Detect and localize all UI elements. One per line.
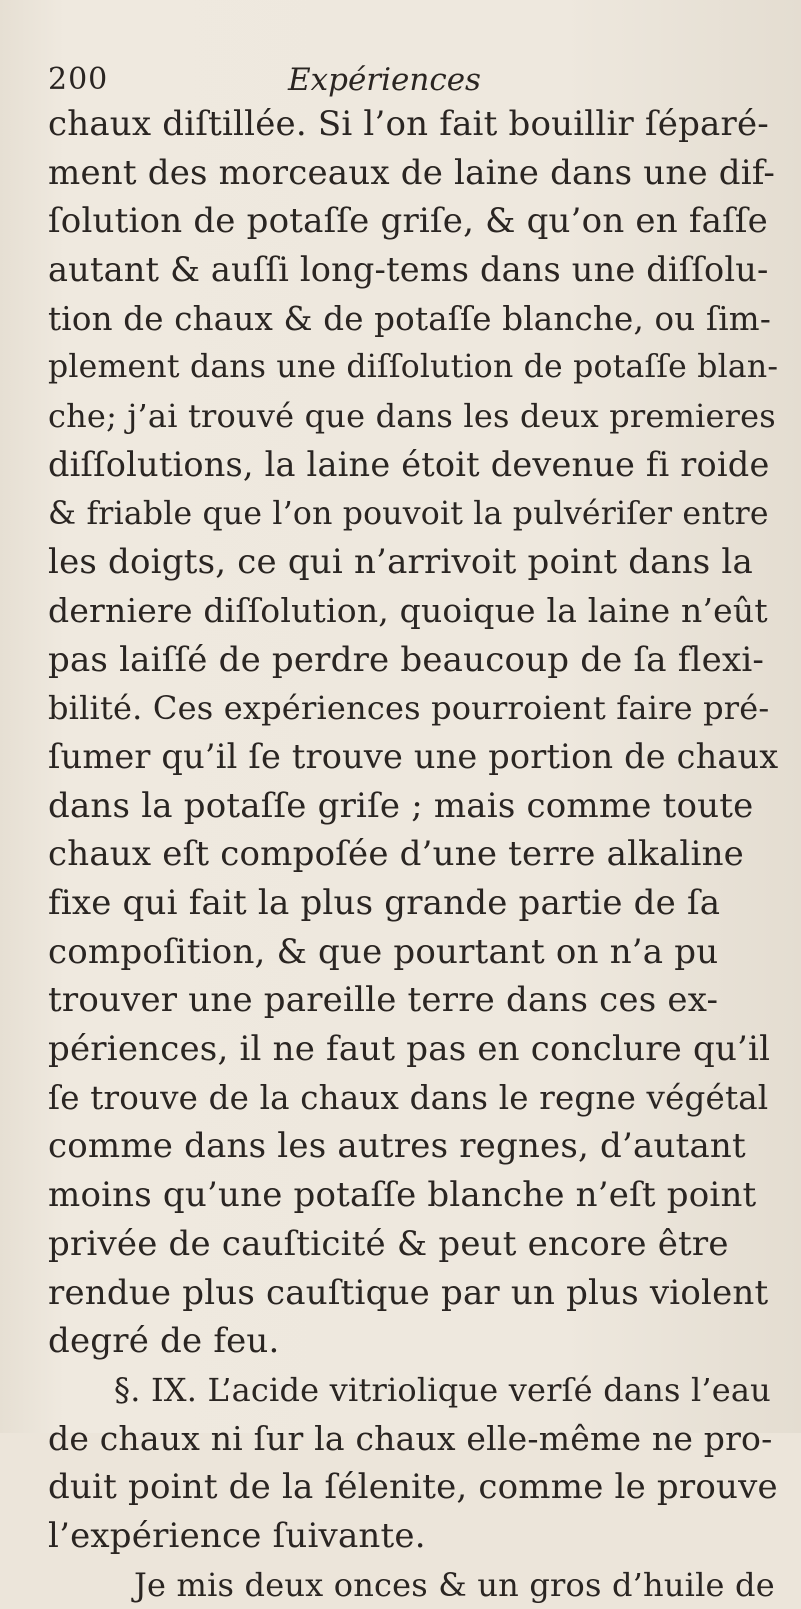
body-text	[48, 100, 778, 1609]
text-line: fixe qui fait la plus grande partie de ſa	[48, 883, 721, 923]
text-line: degré de feu.	[48, 1321, 280, 1362]
text-line: pas laiſſé de perdre beaucoup de ſa flexi-	[48, 639, 765, 680]
text-line: ſe trouve de la chaux dans le regne végétal	[48, 1078, 769, 1117]
text-line: che; j’ai trouvé que dans les deux premieres	[48, 397, 776, 436]
text-line: ment des morceaux de laine dans une dif-	[48, 152, 776, 193]
text-line: rendue plus cauſtique par un plus violent	[48, 1272, 769, 1313]
text-line: dans la potaſſe griſe ; mais comme toute	[48, 785, 754, 826]
text-line: les doigts, ce qui n’arrivoit point dans la	[48, 542, 753, 583]
text-line: & friable que l’on pouvoit la pulvériſer entre	[48, 495, 769, 532]
text-line: ſumer qu’il ſe trouve une portion de chaux	[48, 736, 779, 776]
section-heading-line: §. IX. L’acide vitriolique verſé dans l’eau	[114, 1370, 771, 1409]
text-line: périences, il ne faut pas en conclure qu’il	[48, 1029, 771, 1070]
text-line: duit point de la ſélenite, comme le prouve	[48, 1467, 778, 1508]
text-line: de chaux ni ſur la chaux elle-même ne pro-	[48, 1418, 773, 1458]
page-header	[48, 62, 768, 102]
paragraph-start-line: Je mis deux onces & un gros d’huile de	[134, 1565, 775, 1604]
text-line: diſſolutions, la laine étoit devenue fi roide	[48, 444, 770, 484]
page-number: 200	[48, 62, 109, 97]
running-title: Expériences	[288, 62, 481, 98]
text-line: autant & auſſi long-tems dans une diſſolu-	[48, 250, 769, 290]
text-line: plement dans une diſſolution de potaſſe blan-	[48, 349, 779, 386]
text-line: chaux eſt compoſée d’une terre alkaline	[48, 834, 744, 875]
text-line: chaux diſtillée. Si l’on fait bouillir ſéparé-	[48, 104, 769, 144]
text-line: privée de cauſticité & peut encore être	[48, 1223, 729, 1264]
text-line: derniere diſſolution, quoique la laine n’eût	[48, 590, 768, 630]
text-line: ſolution de potaſſe griſe, & qu’on en faſſe	[48, 201, 768, 242]
text-line: trouver une pareille terre dans ces ex-	[48, 980, 719, 1021]
text-line: compoſition, & que pourtant on n’a pu	[48, 931, 719, 972]
text-line: tion de chaux & de potaſſe blanche, ou ſim-	[48, 299, 771, 338]
text-line: bilité. Ces expériences pourroient faire pré-	[48, 689, 770, 728]
text-line: l’expérience ſuivante.	[48, 1515, 426, 1556]
text-line: moins qu’une potaſſe blanche n’eſt point	[48, 1175, 757, 1216]
text-line: comme dans les autres regnes, d’autant	[48, 1126, 746, 1167]
